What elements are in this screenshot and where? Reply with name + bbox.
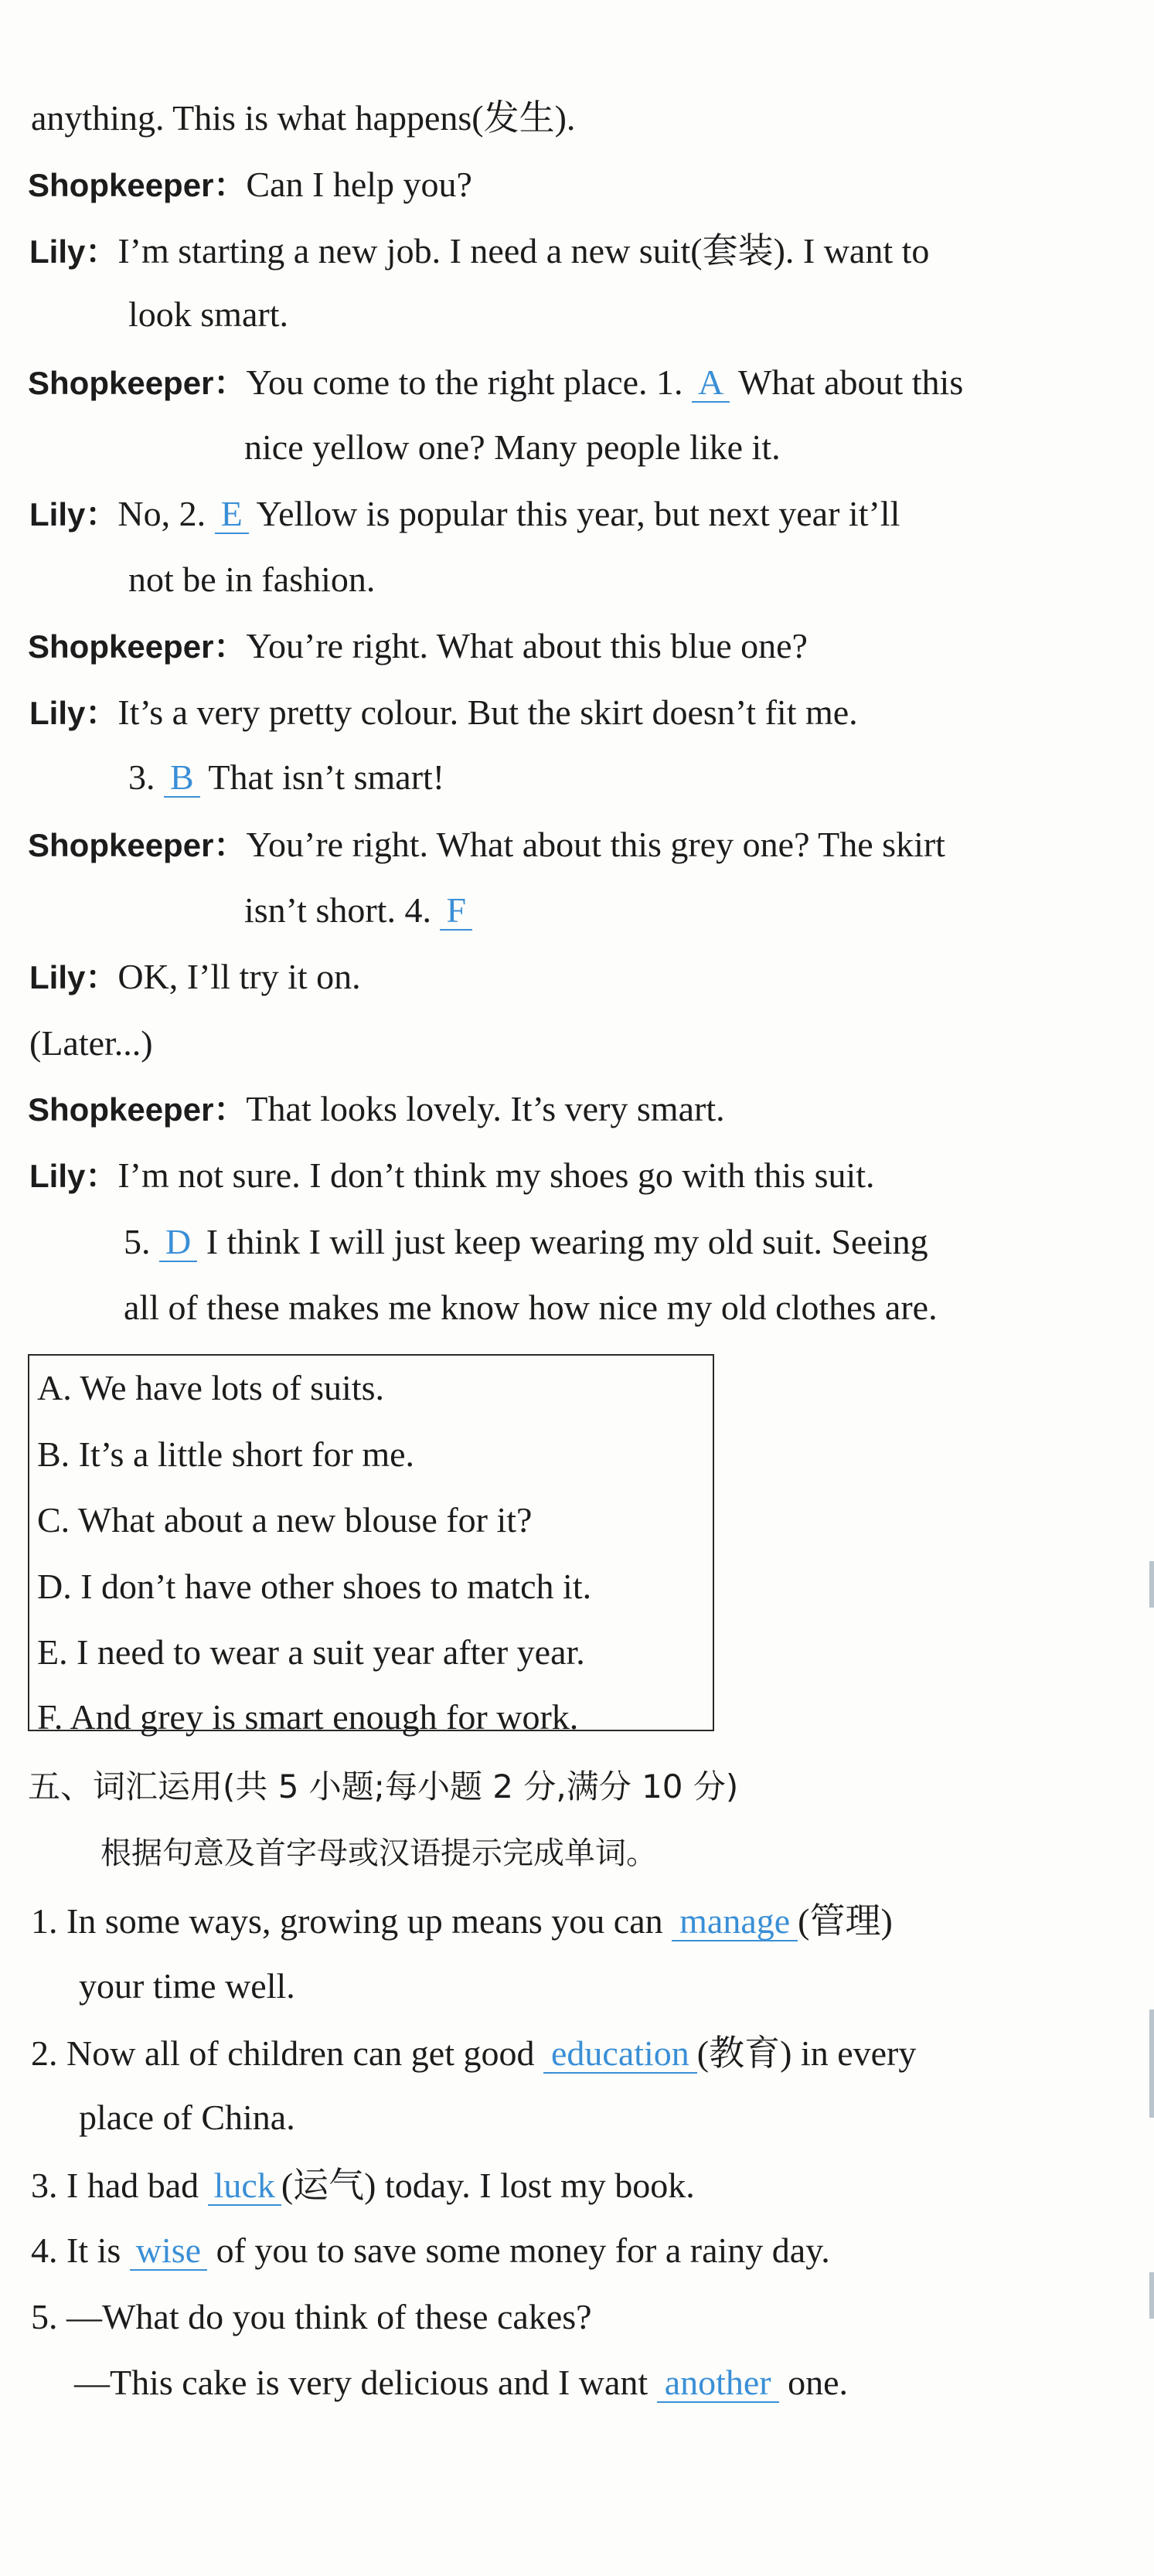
dialogue-line-14: Lily：OK, I’ll try it on. [29, 957, 361, 996]
dialogue-line-13: isn’t short. 4. F [244, 889, 472, 932]
question-5: 5. —What do you think of these cakes? [31, 2297, 592, 2336]
speaker-lily: Lily： [29, 496, 118, 533]
answer-1: A [692, 364, 730, 403]
page-edge-mark [1149, 2009, 1154, 2118]
dialogue-line-11: 3. B That isn’t smart! [128, 757, 445, 797]
option-c: C. What about a new blouse for it? [37, 1500, 533, 1540]
question-3: 3. I had bad luck (运气) today. I lost my book. [31, 2166, 695, 2205]
dialogue-line-9: Shopkeeper：You’re right. What about this blue one? [28, 626, 808, 665]
answer-education: education [543, 2035, 697, 2074]
page-edge-mark [1149, 2272, 1154, 2319]
dialogue-line-15: (Later...) [29, 1023, 153, 1063]
answer-another: another [657, 2364, 779, 2403]
answer-wise: wise [130, 2232, 207, 2271]
section-5-instruction: 根据句意及首字母或汉语提示完成单词。 [100, 1836, 657, 1871]
dialogue-line-5: Shopkeeper：You come to the right place. 1. A What about this [28, 362, 964, 402]
option-f: F. And grey is smart enough for work. [37, 1697, 579, 1737]
dialogue-line-16: Shopkeeper：That looks lovely. It’s very smart. [28, 1089, 725, 1128]
dialogue-line-3: Lily：I’m starting a new job. I need a new suit(套装). I want to [29, 231, 930, 271]
dialogue-line-7: Lily：No, 2. E Yellow is popular this year, but next year it’ll [29, 494, 900, 533]
page-edge-mark [1149, 1561, 1154, 1608]
option-d: D. I don’t have other shoes to match it. [37, 1567, 592, 1606]
speaker-lily: Lily： [29, 695, 118, 731]
section-5-heading: 五、词汇运用(共 5 小题;每小题 2 分,满分 10 分) [28, 1768, 739, 1805]
question-1-continued: your time well. [79, 1966, 295, 2006]
speaker-lily: Lily： [29, 959, 118, 995]
question-2: 2. Now all of children can get good education (教育) in every [31, 2033, 917, 2073]
answer-manage: manage [672, 1903, 798, 1941]
dialogue-line-18: 5. D I think I will just keep wearing my old suit. Seeing [124, 1222, 928, 1261]
question-2-continued: place of China. [79, 2098, 295, 2137]
speaker-shopkeeper: Shopkeeper： [28, 827, 247, 863]
dialogue-line-1: anything. This is what happens(发生). [31, 98, 576, 138]
dialogue-line-2: Shopkeeper：Can I help you? [28, 165, 472, 204]
speaker-shopkeeper: Shopkeeper： [28, 1091, 247, 1128]
answer-5: D [159, 1223, 197, 1262]
speaker-shopkeeper: Shopkeeper： [28, 167, 247, 203]
speaker-shopkeeper: Shopkeeper： [28, 628, 247, 665]
speaker-shopkeeper: Shopkeeper： [28, 365, 247, 401]
options-box [28, 1354, 714, 1737]
dialogue-line-19: all of these makes me know how nice my old clothes are. [124, 1288, 938, 1327]
answer-3: B [164, 759, 200, 798]
speaker-lily: Lily： [29, 1158, 118, 1194]
dialogue-line-10: Lily：It’s a very pretty colour. But the skirt doesn’t fit me. [29, 692, 858, 732]
answer-luck: luck [208, 2167, 281, 2206]
option-e: E. I need to wear a suit year after year. [37, 1632, 585, 1672]
dialogue-line-17: Lily：I’m not sure. I don’t think my shoes go with this suit. [29, 1155, 875, 1195]
question-5-reply: —This cake is very delicious and I want another one. [74, 2363, 849, 2402]
speaker-lily: Lily： [29, 233, 118, 270]
dialogue-line-12: Shopkeeper：You’re right. What about this grey one? The skirt [28, 825, 945, 864]
option-a: A. We have lots of suits. [37, 1368, 385, 1407]
option-b: B. It’s a little short for me. [37, 1434, 415, 1474]
answer-2: E [215, 495, 249, 534]
dialogue-line-4: look smart. [128, 294, 288, 334]
dialogue-line-6: nice yellow one? Many people like it. [244, 427, 781, 467]
question-1: 1. In some ways, growing up means you can manage (管理) [31, 1901, 893, 1941]
dialogue-line-8: not be in fashion. [128, 560, 376, 599]
question-4: 4. It is wise of you to save some money for a rainy day. [31, 2231, 830, 2270]
answer-4: F [440, 892, 472, 931]
